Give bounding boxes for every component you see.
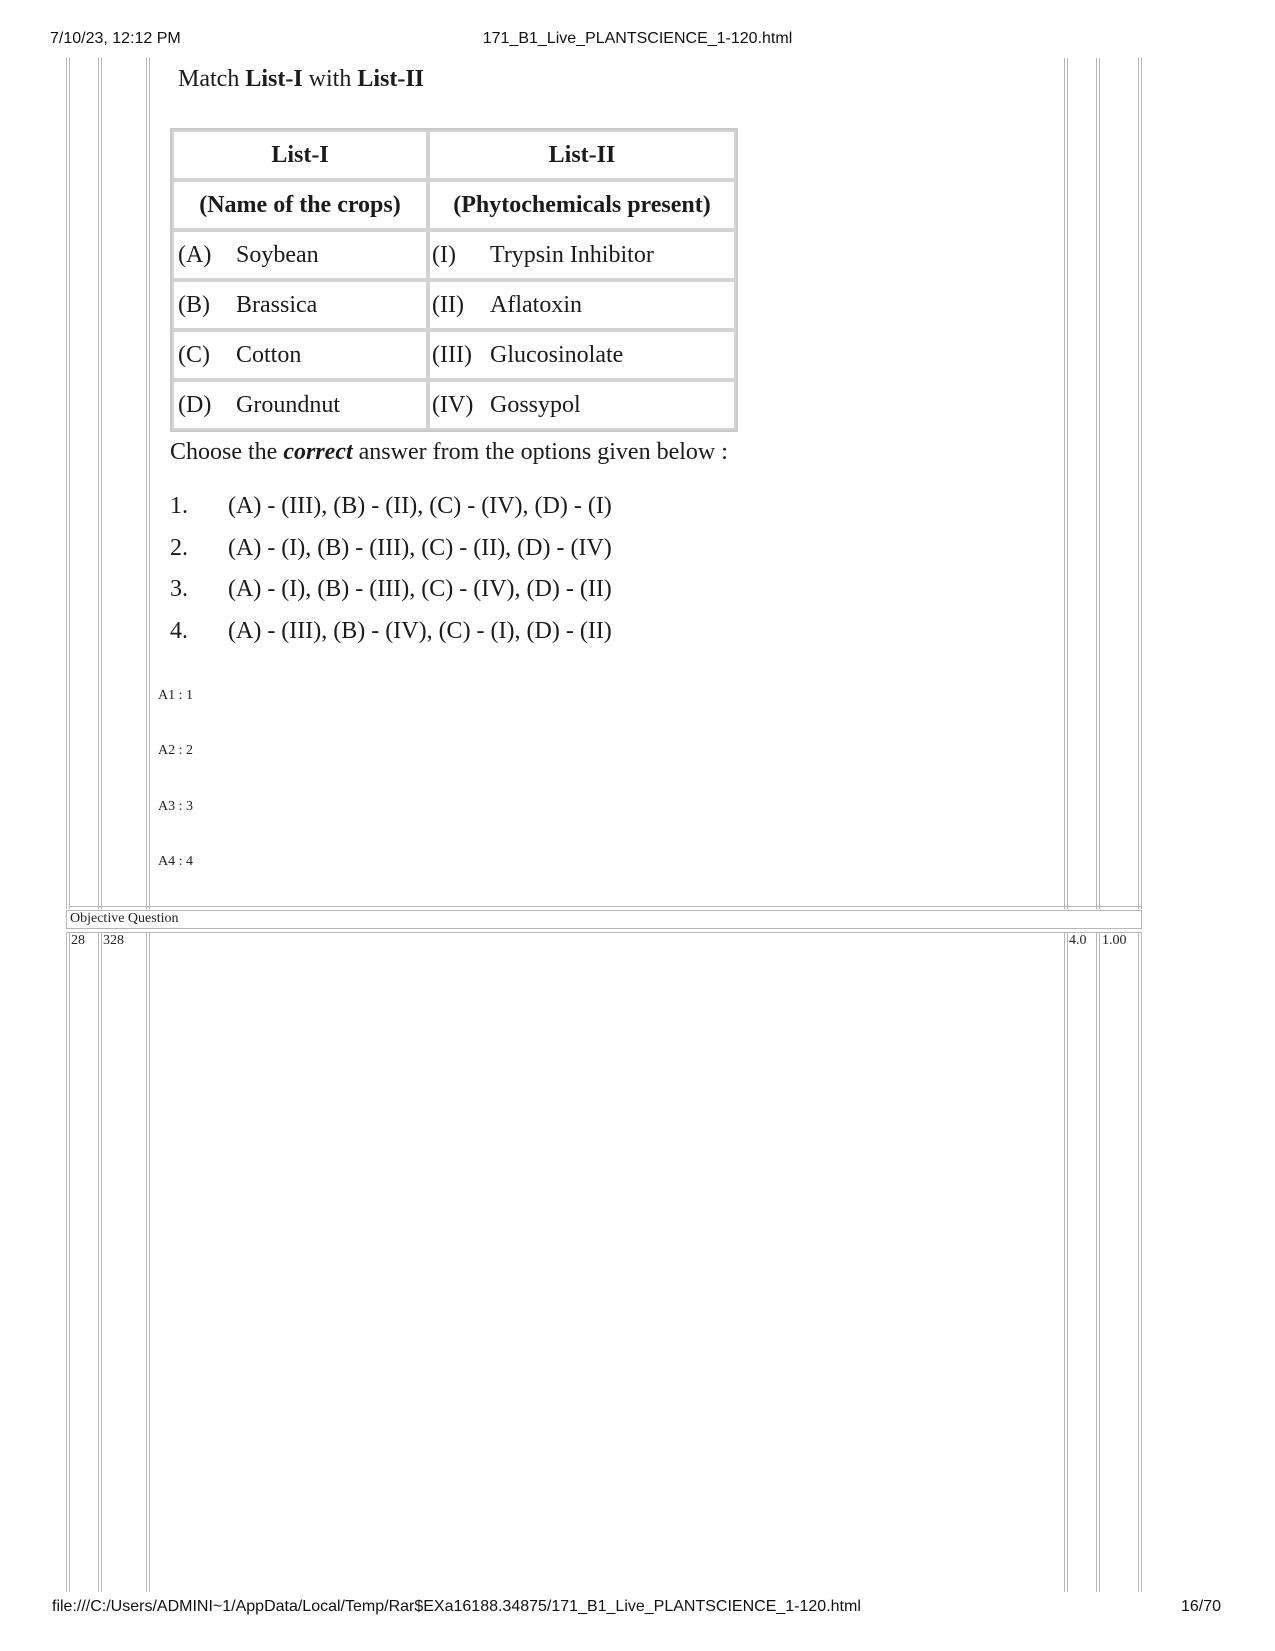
marks-value: 4.0 — [1069, 933, 1087, 948]
list1-subheader: (Name of the crops) — [172, 180, 428, 230]
list-item — [170, 576, 612, 618]
option-text: (A) - (I), (B) - (III), (C) - (II), (D) - (IV) — [228, 534, 612, 561]
options-list — [170, 493, 612, 659]
answer-key-1: A1 : 1 — [158, 688, 193, 703]
phytochemical-name: Trypsin Inhibitor — [490, 241, 654, 268]
question-intro — [178, 66, 424, 93]
print-file-path: file:///C:/Users/ADMINI~1/AppData/Local/Temp/Rar$EXa16188.34875/171_B1_Live_PLANTSCIENCE_1-120.html — [52, 1598, 861, 1615]
option-text: (A) - (III), (B) - (II), (C) - (IV), (D) - (I) — [228, 493, 612, 519]
row-label: (B) — [178, 291, 210, 318]
choose-instruction — [170, 439, 728, 466]
print-datetime: 7/10/23, 12:12 PM — [50, 30, 181, 47]
option-text: (A) - (III), (B) - (IV), (C) - (I), (D) - (II) — [228, 617, 612, 644]
row-label: (I) — [432, 241, 456, 268]
list2-subheader: (Phytochemicals present) — [428, 180, 736, 230]
list-item — [170, 618, 612, 660]
option-text: (A) - (I), (B) - (III), (C) - (IV), (D) - (II) — [228, 576, 612, 602]
table-row — [172, 280, 736, 330]
choose-text-suffix: answer from the options given below : — [352, 439, 728, 465]
crop-name: Cotton — [236, 341, 302, 368]
print-doc-title: 171_B1_Live_PLANTSCIENCE_1-120.html — [482, 30, 793, 47]
list1-header: List-I — [172, 130, 428, 180]
row-label: (C) — [178, 341, 210, 368]
option-number: 3. — [170, 576, 188, 602]
row-label: (D) — [178, 391, 212, 418]
crop-name: Groundnut — [236, 391, 340, 418]
list2-header: List-II — [428, 130, 736, 180]
table-row — [172, 330, 736, 380]
intro-list2: List-II — [357, 66, 425, 92]
question-type-label: Objective Question — [70, 911, 179, 926]
choose-text: Choose the — [170, 439, 284, 465]
choose-emphasis: correct — [283, 439, 353, 465]
answer-key-3: A3 : 3 — [158, 799, 193, 814]
table-row — [172, 380, 736, 430]
table-row — [172, 230, 736, 280]
phytochemical-name: Aflatoxin — [490, 291, 582, 318]
crop-name: Brassica — [236, 291, 318, 318]
option-number: 2. — [170, 534, 188, 561]
intro-text: Match — [178, 66, 246, 92]
row-label: (A) — [178, 241, 212, 268]
list-item — [170, 535, 612, 577]
phytochemical-name: Gossypol — [490, 391, 581, 418]
print-page-indicator: 16/70 — [1180, 1598, 1221, 1615]
crop-name: Soybean — [236, 241, 319, 268]
negative-marks-value: 1.00 — [1102, 933, 1127, 948]
row-label: (IV) — [432, 391, 474, 418]
question-id: 328 — [103, 933, 124, 948]
option-number: 4. — [170, 617, 188, 644]
intro-text-mid: with — [302, 66, 358, 92]
match-table — [170, 128, 738, 432]
row-label: (II) — [432, 291, 464, 318]
intro-list1: List-I — [245, 66, 303, 92]
row-label: (III) — [432, 341, 472, 368]
list-item — [170, 493, 612, 535]
answer-key-4: A4 : 4 — [158, 854, 193, 869]
phytochemical-name: Glucosinolate — [490, 341, 624, 368]
serial-number: 28 — [71, 933, 85, 948]
option-number: 1. — [170, 493, 188, 519]
answer-key-2: A2 : 2 — [158, 743, 193, 758]
